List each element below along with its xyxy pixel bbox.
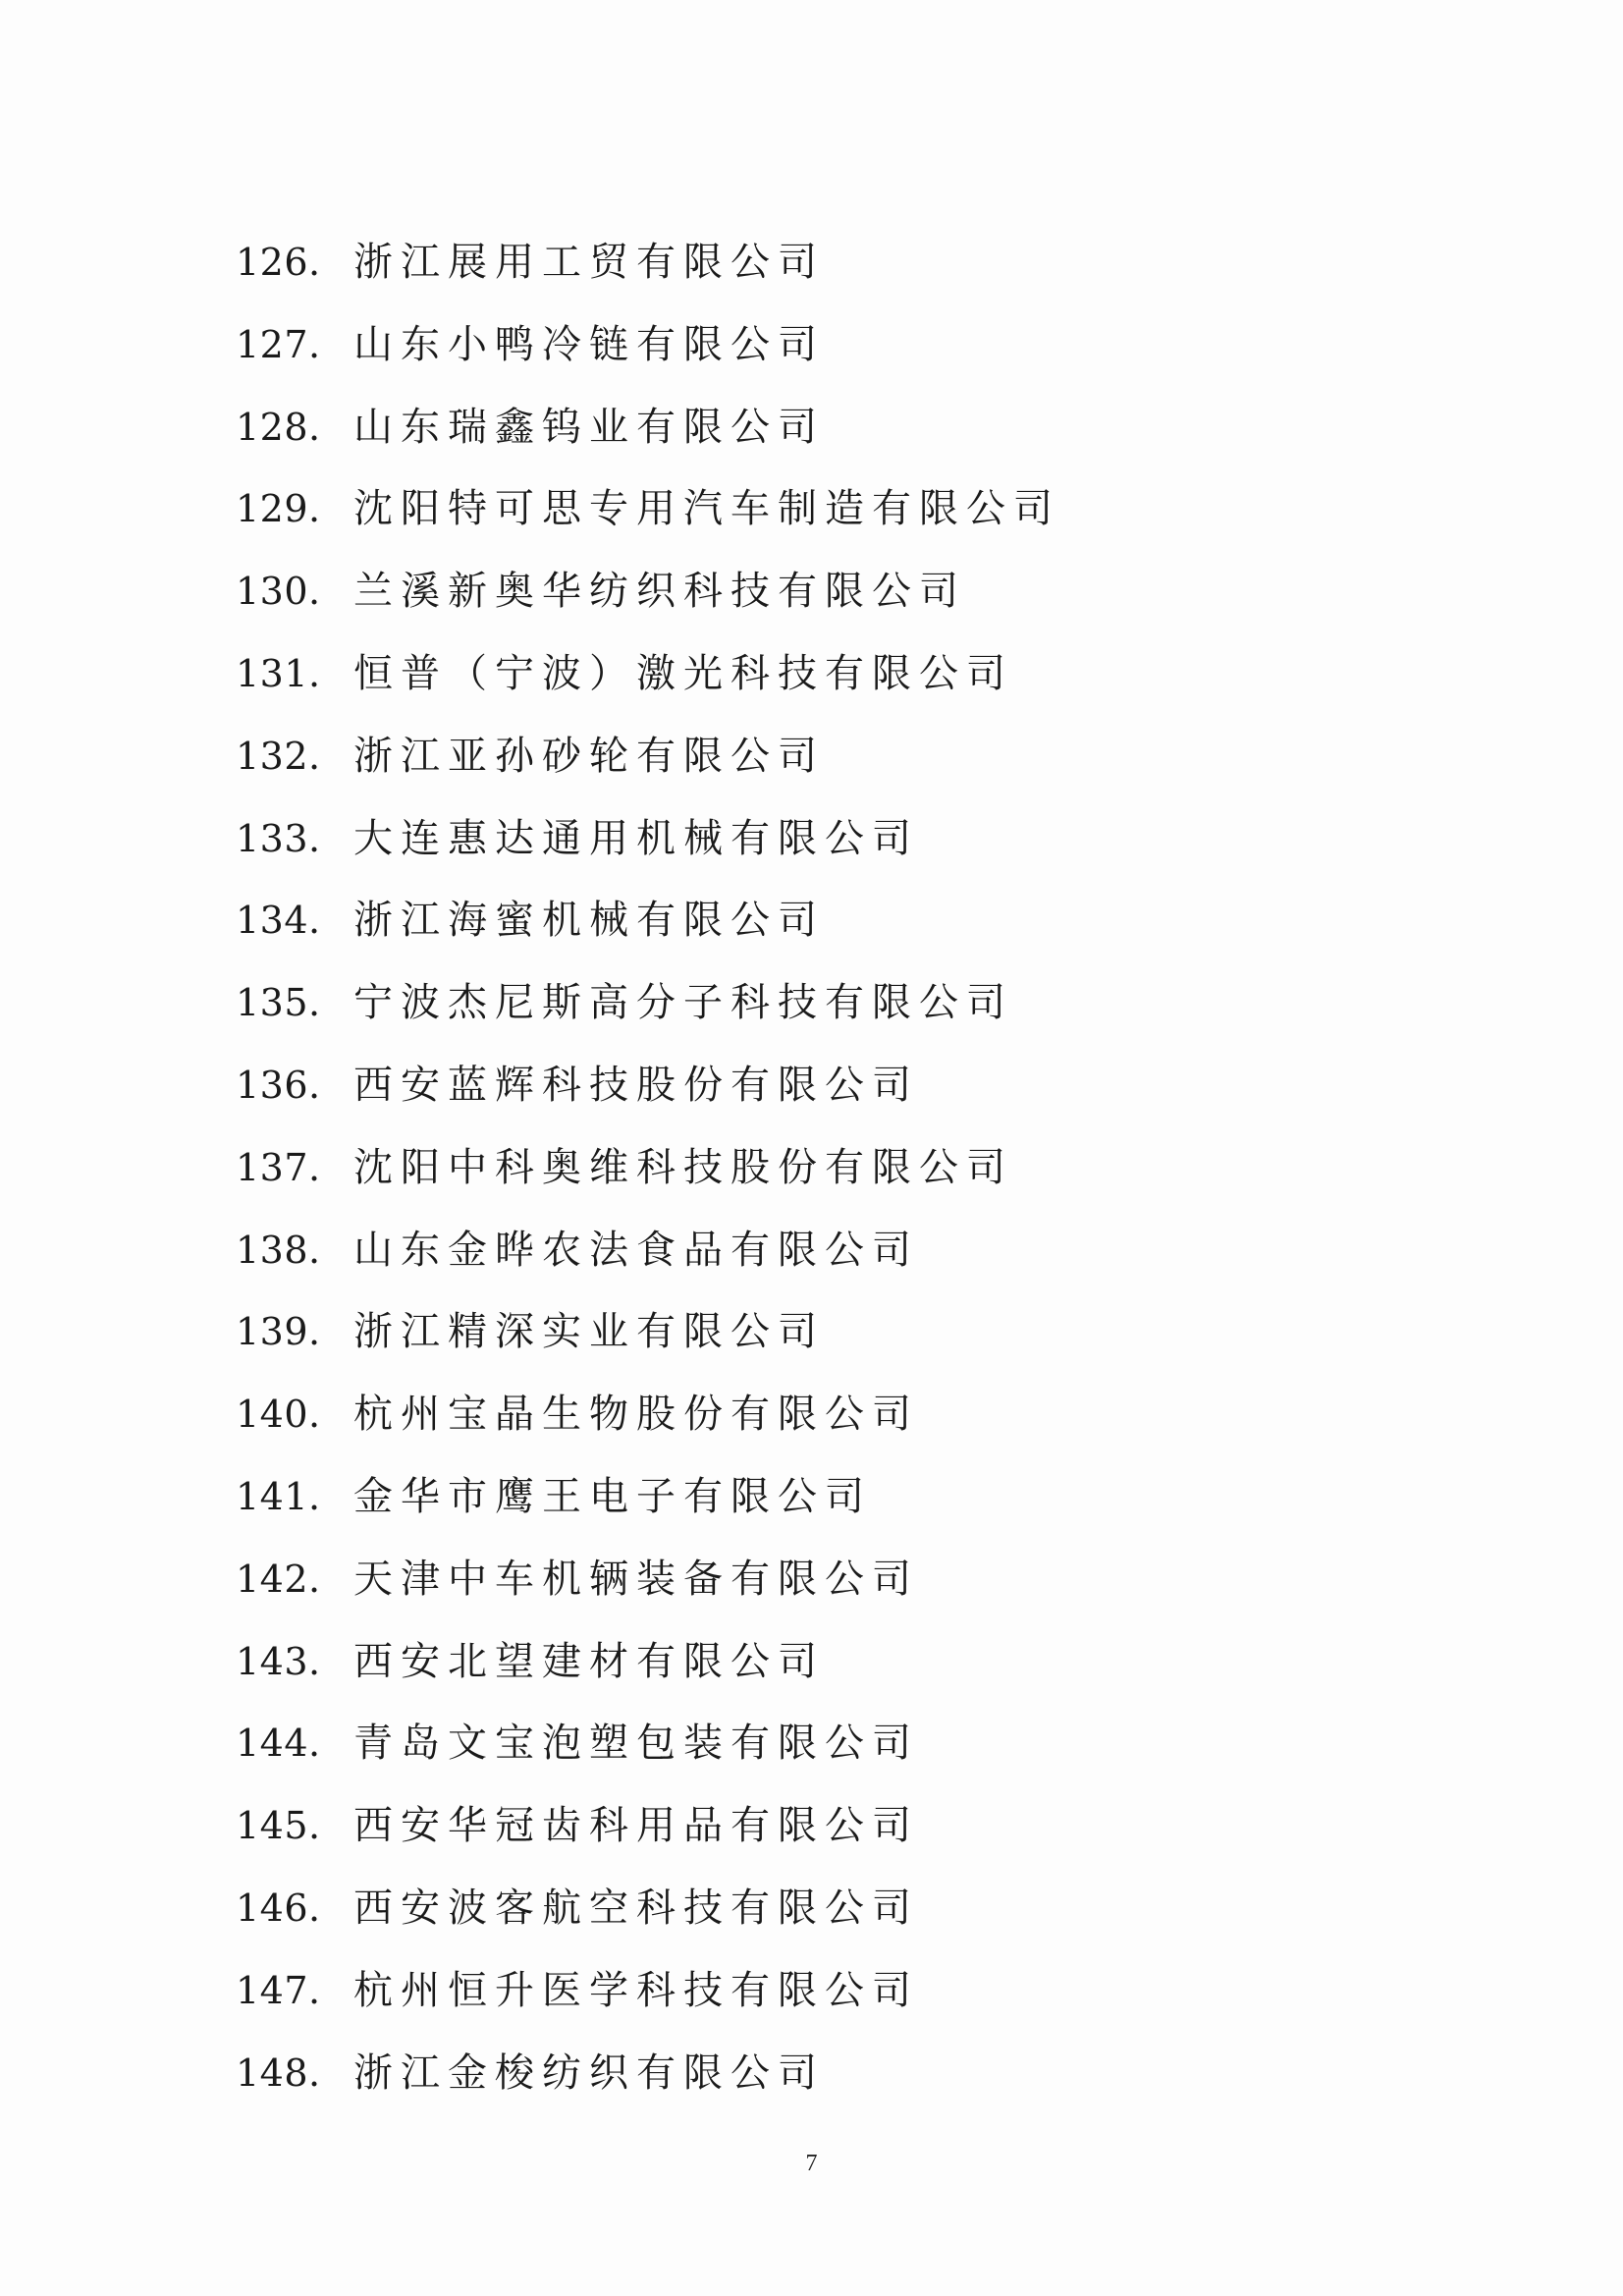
list-item	[236, 1216, 1414, 1298]
company-name: 西安华冠齿科用品有限公司	[353, 1803, 919, 1849]
list-item	[236, 1380, 1414, 1462]
item-number: 141.	[236, 1474, 321, 1518]
item-number: 138.	[236, 1228, 321, 1272]
company-list	[236, 228, 1414, 2120]
item-number: 127.	[236, 322, 321, 366]
list-item	[236, 1709, 1414, 1791]
company-name: 杭州宝晶生物股份有限公司	[353, 1392, 919, 1438]
list-item	[236, 2039, 1414, 2121]
item-number: 147.	[236, 1968, 321, 2012]
company-name: 宁波杰尼斯高分子科技有限公司	[353, 980, 1013, 1026]
item-number: 140.	[236, 1393, 321, 1437]
company-name: 西安蓝辉科技股份有限公司	[353, 1062, 919, 1108]
list-item	[236, 557, 1414, 639]
company-name: 西安波客航空科技有限公司	[353, 1885, 919, 1931]
item-number: 146.	[236, 1886, 321, 1930]
list-item	[236, 393, 1414, 475]
company-name: 浙江亚孙砂轮有限公司	[353, 733, 825, 779]
list-item	[236, 1545, 1414, 1627]
list-item	[236, 1297, 1414, 1380]
list-item	[236, 1051, 1414, 1133]
item-number: 148.	[236, 2050, 321, 2095]
company-name: 杭州恒升医学科技有限公司	[353, 1967, 919, 2013]
company-name: 沈阳特可思专用汽车制造有限公司	[353, 486, 1060, 532]
list-item	[236, 1956, 1414, 2039]
company-name: 沈阳中科奥维科技股份有限公司	[353, 1144, 1013, 1190]
item-number: 137.	[236, 1145, 321, 1189]
list-item	[236, 804, 1414, 887]
company-name: 山东金晔农法食品有限公司	[353, 1227, 919, 1273]
item-number: 126.	[236, 241, 321, 284]
company-name: 大连惠达通用机械有限公司	[353, 815, 919, 861]
list-item	[236, 722, 1414, 804]
company-name: 浙江海蜜机械有限公司	[353, 898, 825, 944]
list-item	[236, 1791, 1414, 1874]
list-item	[236, 310, 1414, 393]
item-number: 142.	[236, 1557, 321, 1601]
list-item	[236, 1627, 1414, 1710]
list-item	[236, 886, 1414, 968]
item-number: 134.	[236, 899, 321, 943]
list-item	[236, 474, 1414, 557]
company-name: 天津中车机辆装备有限公司	[353, 1556, 919, 1602]
company-name: 浙江金梭纺织有限公司	[353, 2050, 825, 2096]
company-name: 青岛文宝泡塑包装有限公司	[353, 1721, 919, 1767]
item-number: 139.	[236, 1310, 321, 1354]
company-name: 西安北望建材有限公司	[353, 1638, 825, 1684]
list-item	[236, 1462, 1414, 1545]
list-item	[236, 1874, 1414, 1956]
company-name: 山东瑞鑫钨业有限公司	[353, 404, 825, 450]
item-number: 135.	[236, 981, 321, 1025]
company-name: 浙江展用工贸有限公司	[353, 240, 825, 285]
item-number: 133.	[236, 816, 321, 860]
item-number: 128.	[236, 405, 321, 449]
item-number: 129.	[236, 487, 321, 531]
item-number: 143.	[236, 1639, 321, 1683]
list-item	[236, 639, 1414, 722]
list-item	[236, 1133, 1414, 1216]
item-number: 136.	[236, 1063, 321, 1107]
item-number: 144.	[236, 1722, 321, 1766]
item-number: 131.	[236, 651, 321, 695]
company-name: 浙江精深实业有限公司	[353, 1309, 825, 1355]
company-name: 山东小鸭冷链有限公司	[353, 321, 825, 367]
page-number: 7	[805, 2151, 818, 2176]
company-name: 兰溪新奥华纺织科技有限公司	[353, 569, 966, 615]
item-number: 145.	[236, 1804, 321, 1848]
item-number: 132.	[236, 734, 321, 778]
company-name: 金华市鹰王电子有限公司	[353, 1473, 872, 1519]
company-name: 恒普（宁波）激光科技有限公司	[353, 650, 1013, 696]
list-item	[236, 968, 1414, 1051]
list-item	[236, 228, 1414, 310]
item-number: 130.	[236, 570, 321, 614]
